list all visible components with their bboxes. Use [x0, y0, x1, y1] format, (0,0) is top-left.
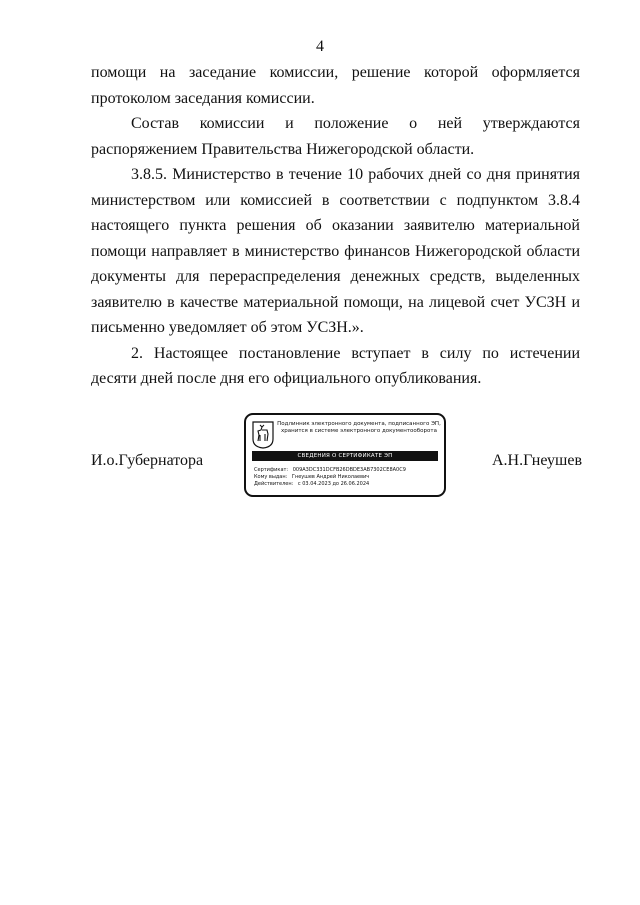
certificate-details [254, 467, 442, 488]
certificate-row [254, 467, 442, 474]
electronic-signature-stamp [244, 413, 446, 497]
deer-emblem-icon [252, 421, 274, 449]
signatory-position: И.о.Губернатора [91, 452, 204, 469]
validity-value: с 03.04.2023 до 26.06.2024 [297, 481, 370, 487]
paragraph-3-8-5: 3.8.5. Министерство в течение 10 рабочих дней со дня принятия министерством или комиссией в соответствии с подпунктом 3.8.4 настоящего пункта решения об оказании заявителю материальной помощи направляет в министерство финансов Нижегородской области документы для перераспределения денежных средств, выделенных заявителю в качестве материальной помощи, на лицевой счет УСЗН и письменно уведомляет об этом УСЗН.». [91, 166, 580, 336]
paragraph-effective-date: 2. Настоящее постановление вступает в силу по истечении десяти дней после дня его официального опубликования. [91, 344, 580, 387]
paragraph-commission: Состав комиссии и положение о ней утверждаются распоряжением Правительства Нижегородской области. [91, 115, 580, 158]
validity-label: Действителен: [254, 481, 294, 487]
document-body [91, 60, 580, 392]
certificate-value: 009A3DC331DCFB26DBDE3AB7302CE8A0C9 [292, 467, 406, 473]
issued-to-row [254, 474, 442, 481]
stamp-header-text: Подлинник электронного документа, подписанного ЭП, хранится в системе электронного документооборота [277, 421, 441, 434]
issued-to-value: Гнеушев Андрей Николаевич [291, 474, 370, 480]
signatory-name: А.Н.Гнеушев [492, 452, 582, 469]
certificate-label: Сертификат: [254, 467, 289, 473]
page-number: 4 [316, 38, 324, 55]
paragraph-continuation: помощи на заседание комиссии, решение которой оформляется протоколом заседания комиссии. [91, 64, 580, 107]
certificate-info-band: СВЕДЕНИЯ О СЕРТИФИКАТЕ ЭП [252, 451, 438, 461]
issued-to-label: Кому выдан: [254, 474, 288, 480]
validity-row [254, 481, 442, 488]
